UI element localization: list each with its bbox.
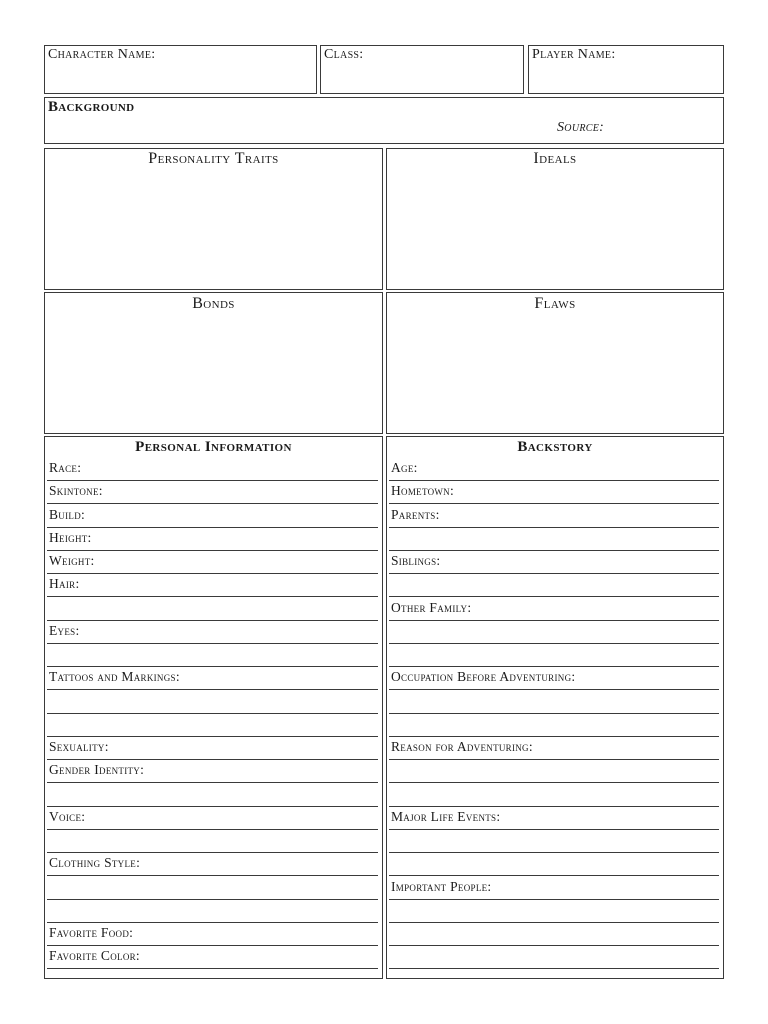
personal-info-line[interactable]: Favorite Food:	[47, 924, 378, 946]
personal-info-line[interactable]: Favorite Color:	[47, 947, 378, 969]
backstory-line[interactable]: Age:	[389, 459, 719, 481]
backstory-line[interactable]	[389, 901, 719, 923]
player-name-field[interactable]	[528, 45, 724, 94]
backstory-line[interactable]	[389, 947, 719, 969]
personal-info-line[interactable]: Eyes:	[47, 622, 378, 644]
backstory-line[interactable]: Other Family:	[389, 599, 719, 621]
personal-info-line[interactable]: Sexuality:	[47, 738, 378, 760]
backstory-line[interactable]	[389, 831, 719, 853]
personal-info-line[interactable]: Tattoos and Markings:	[47, 668, 378, 690]
personal-info-line[interactable]: Clothing Style:	[47, 854, 378, 876]
player-name-label: Player Name:	[532, 47, 616, 62]
flaws-title: Flaws	[534, 295, 576, 312]
personal-info-line[interactable]: Hair:	[47, 575, 378, 597]
backstory-line[interactable]	[389, 854, 719, 876]
personal-information-title: Personal Information	[135, 439, 292, 455]
bonds-title: Bonds	[192, 295, 235, 312]
backstory-title: Backstory	[517, 439, 593, 455]
class-field[interactable]	[320, 45, 524, 94]
ideals-title: Ideals	[533, 150, 577, 167]
personal-info-line[interactable]: Voice:	[47, 808, 378, 830]
personal-info-line[interactable]	[47, 785, 378, 807]
source-label: Source:	[557, 120, 605, 135]
ideals-box[interactable]	[386, 148, 724, 290]
personal-info-line[interactable]	[47, 831, 378, 853]
backstory-line[interactable]	[389, 645, 719, 667]
backstory-line[interactable]: Major Life Events:	[389, 808, 719, 830]
personal-info-line[interactable]	[47, 692, 378, 714]
personal-info-line[interactable]	[47, 878, 378, 900]
bonds-box[interactable]	[44, 292, 383, 434]
background-field[interactable]	[44, 97, 724, 144]
personality-traits-title: Personality Traits	[148, 150, 279, 167]
backstory-line[interactable]	[389, 761, 719, 783]
personal-info-line[interactable]: Build:	[47, 506, 378, 528]
personal-info-line[interactable]	[47, 599, 378, 621]
personal-info-line[interactable]	[47, 645, 378, 667]
personal-info-line[interactable]: Weight:	[47, 552, 378, 574]
backstory-line[interactable]	[389, 575, 719, 597]
backstory-line[interactable]	[389, 924, 719, 946]
backstory-line[interactable]	[389, 692, 719, 714]
backstory-line[interactable]	[389, 622, 719, 644]
personal-info-line[interactable]	[47, 715, 378, 737]
personal-info-line[interactable]: Race:	[47, 459, 378, 481]
personal-information-box	[44, 436, 383, 979]
flaws-box[interactable]	[386, 292, 724, 434]
backstory-line[interactable]	[389, 785, 719, 807]
personal-info-line[interactable]: Height:	[47, 529, 378, 551]
personal-info-line[interactable]: Gender Identity:	[47, 761, 378, 783]
backstory-line[interactable]: Reason for Adventuring:	[389, 738, 719, 760]
backstory-line[interactable]: Occupation Before Adventuring:	[389, 668, 719, 690]
personal-info-line[interactable]: Skintone:	[47, 482, 378, 504]
class-label: Class:	[324, 47, 364, 62]
backstory-line[interactable]: Siblings:	[389, 552, 719, 574]
backstory-line[interactable]	[389, 529, 719, 551]
character-name-label: Character Name:	[48, 47, 156, 62]
character-name-field[interactable]	[44, 45, 317, 94]
backstory-line[interactable]: Important People:	[389, 878, 719, 900]
backstory-line[interactable]	[389, 715, 719, 737]
backstory-box	[386, 436, 724, 979]
personal-info-line[interactable]	[47, 901, 378, 923]
personality-traits-box[interactable]	[44, 148, 383, 290]
backstory-line[interactable]: Parents:	[389, 506, 719, 528]
background-title: Background	[48, 99, 135, 115]
backstory-line[interactable]: Hometown:	[389, 482, 719, 504]
